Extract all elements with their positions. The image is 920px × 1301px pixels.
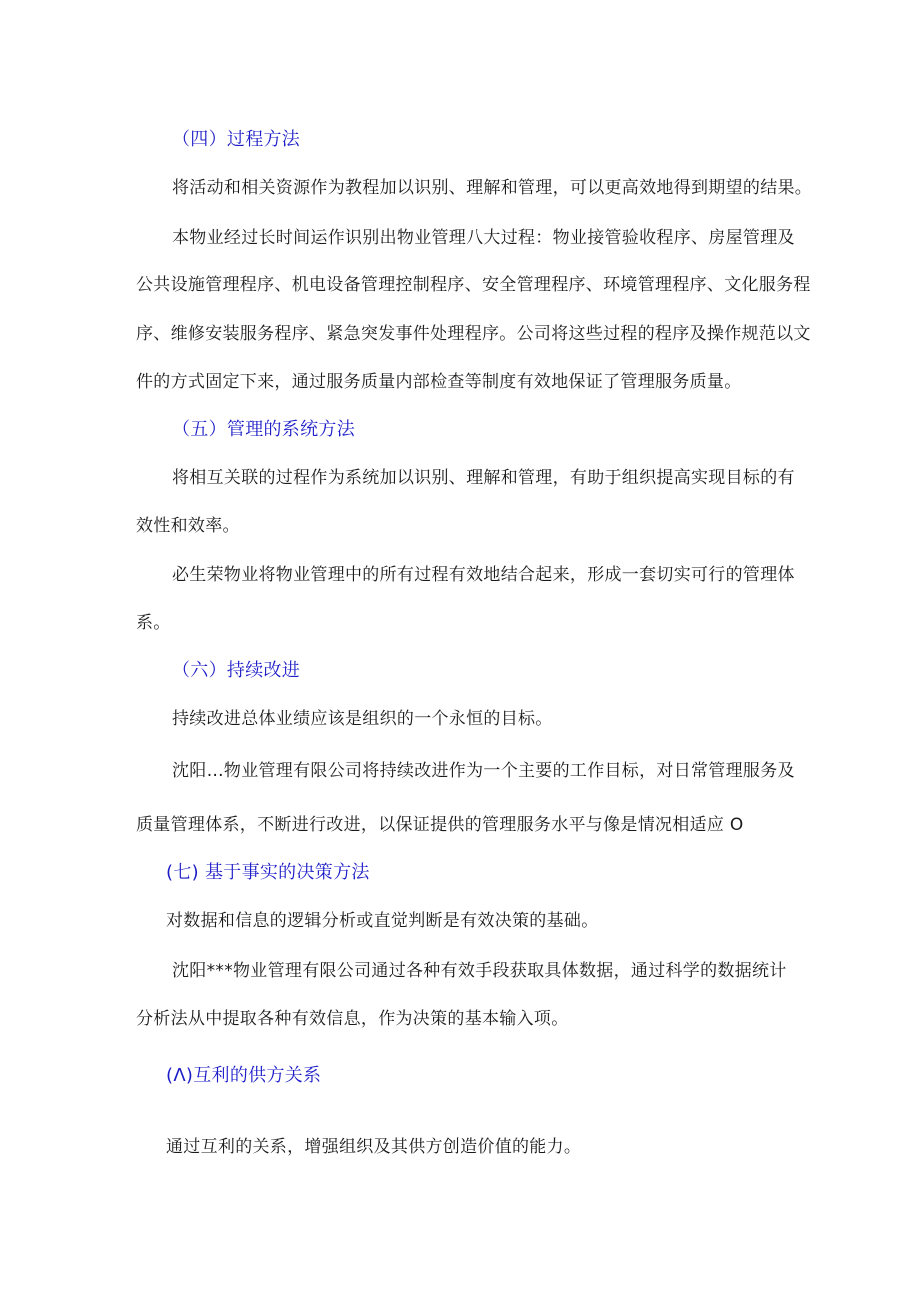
paragraph-line: 效性和效率。 [136, 516, 240, 536]
paragraph-line: 持续改进总体业绩应该是组织的一个永恒的目标。 [172, 709, 553, 729]
section-heading: （六）持续改进 [172, 660, 301, 681]
paragraph-line: 沈阳***物业管理有限公司通过各种有效手段获取具体数据，通过科学的数据统计 [172, 961, 787, 981]
paragraph-line: 将活动和相关资源作为教程加以识别、理解和管理，可以更高效地得到期望的结果。 [172, 178, 813, 198]
paragraph-line: 件的方式固定下来，通过服务质量内部检查等制度有效地保证了管理服务质量。 [136, 372, 742, 392]
paragraph-line: 系。 [136, 613, 171, 633]
section-heading: （五）管理的系统方法 [172, 419, 355, 440]
paragraph-line: 将相互关联的过程作为系统加以识别、理解和管理，有助于组织提高实现目标的有 [172, 468, 795, 488]
paragraph-line: 本物业经过长时间运作识别出物业管理八大过程：物业接管验收程序、房屋管理及 [172, 228, 795, 248]
section-heading: (七) 基于事实的决策方法 [166, 862, 370, 883]
paragraph-line: 对数据和信息的逻辑分析或直觉判断是有效决策的基础。 [166, 911, 599, 931]
paragraph-line: 必生荣物业将物业管理中的所有过程有效地结合起来，形成一套切实可行的管理体 [172, 565, 795, 585]
section-heading: （四）过程方法 [172, 129, 301, 150]
paragraph-line: 序、维修安装服务程序、紧急突发事件处理程序。公司将这些过程的程序及操作规范以文 [136, 324, 811, 344]
section-heading: (Λ)互利的供方关系 [166, 1065, 322, 1086]
paragraph-line: 分析法从中提取各种有效信息，作为决策的基本输入项。 [136, 1009, 569, 1029]
paragraph-line: 通过互利的关系，增强组织及其供方创造价值的能力。 [166, 1137, 582, 1157]
paragraph-line: 公共设施管理程序、机电设备管理控制程序、安全管理程序、环境管理程序、文化服务程 [136, 275, 811, 295]
paragraph-line: 质量管理体系，不断进行改进，以保证提供的管理服务水平与像是情况相适应 O [136, 815, 744, 835]
paragraph-line: 沈阳…物业管理有限公司将持续改进作为一个主要的工作目标，对日常管理服务及 [172, 761, 795, 781]
